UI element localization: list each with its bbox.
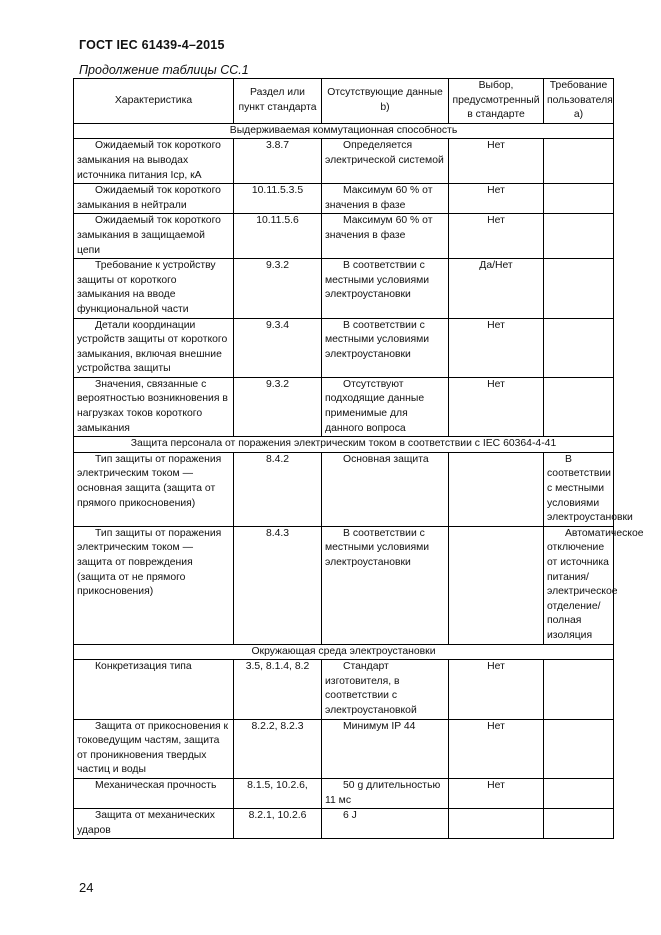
cell-section [234, 214, 322, 259]
cell-section [234, 318, 322, 377]
cell-text: Определяется электрической системой [325, 140, 444, 166]
cell-user-requirement [544, 214, 614, 259]
table-row [74, 259, 614, 318]
cell-characteristic [74, 452, 234, 526]
cell-missing-data [322, 719, 449, 778]
table-row [74, 139, 614, 184]
cell-section [234, 660, 322, 719]
cell-characteristic [74, 809, 234, 839]
cell-section [234, 139, 322, 184]
cell-text: Нет [487, 319, 505, 331]
cell-missing-data [322, 660, 449, 719]
cell-choice [449, 809, 544, 839]
cell-text: 9.3.2 [265, 260, 290, 272]
cell-choice [449, 377, 544, 436]
cell-text: 10.11.5.6 [256, 215, 299, 227]
cell-text: Ожидаемый ток короткого замыкания на выводах источника питания Icp, кА [77, 140, 221, 181]
cell-text: Нет [487, 378, 505, 390]
cell-missing-data [322, 139, 449, 184]
cell-choice [449, 719, 544, 778]
table-row [74, 526, 614, 644]
cell-characteristic [74, 214, 234, 259]
cell-section [234, 809, 322, 839]
header-missing-data: Отсутствующие данные b) [322, 79, 449, 124]
cell-choice [449, 452, 544, 526]
cell-text: Нет [487, 720, 505, 732]
cell-text: Механическая прочность [95, 779, 217, 791]
cell-user-requirement [544, 139, 614, 184]
cell-text: Тип защиты от поражения электрическим током — защита от повреждения (защита от не прямого прикосновения) [77, 527, 222, 598]
cell-text: 3.8.7 [265, 140, 290, 152]
cell-text: Требование к устройству защиты от короткого замыкания на вводе функциональной части [77, 260, 216, 315]
table-row [74, 778, 614, 808]
section-title: Защита персонала от поражения электрическим током в соответствии с IEC 60364-4-41 [74, 437, 614, 453]
table-row [74, 318, 614, 377]
requirements-table [73, 78, 644, 839]
cell-section [234, 452, 322, 526]
cell-text: Максимум 60 % от значения в фазе [325, 215, 433, 241]
cell-section [234, 259, 322, 318]
cell-text: Ожидаемый ток короткого замыкания в защищаемой цепи [77, 215, 221, 256]
cell-characteristic [74, 377, 234, 436]
cell-missing-data [322, 809, 449, 839]
cell-missing-data [322, 778, 449, 808]
header-user-requirement: Требование пользователя a) [544, 79, 614, 124]
cell-text: Нет [487, 661, 505, 673]
cell-section [234, 377, 322, 436]
header-choice: Выбор, предусмотренный в стандарте [449, 79, 544, 124]
cell-missing-data [322, 452, 449, 526]
cell-choice [449, 214, 544, 259]
cell-text: В соответствии с местными условиями электроустановки [325, 527, 430, 568]
cell-text: Минимум IP 44 [343, 720, 416, 732]
cell-text: Значения, связанные с вероятностью возникновения в нагрузках токов короткого замыкания [77, 378, 228, 434]
cell-text: Отсутствуют подходящие данные применимые для данного вопроса [325, 378, 425, 434]
table-row [74, 214, 614, 259]
table-row [74, 377, 614, 436]
cell-text: 3.5, 8.1.4, 8.2 [245, 661, 310, 673]
table-row [74, 809, 614, 839]
cell-text: Нет [487, 185, 505, 197]
cell-user-requirement [544, 719, 614, 778]
cell-text: Конкретизация типа [95, 661, 192, 673]
cell-choice [449, 139, 544, 184]
cell-missing-data [322, 184, 449, 214]
table-row [74, 719, 614, 778]
cell-text: Тип защиты от поражения электрическим током — основная защита (защита от прямого прикосновения) [77, 453, 222, 509]
section-row [74, 437, 614, 453]
table-row [74, 452, 614, 526]
cell-characteristic [74, 778, 234, 808]
cell-choice [449, 318, 544, 377]
cell-missing-data [322, 318, 449, 377]
cell-characteristic [74, 259, 234, 318]
cell-characteristic [74, 719, 234, 778]
cell-section [234, 778, 322, 808]
table-body [74, 123, 644, 839]
cell-characteristic [74, 660, 234, 719]
cell-section [234, 526, 322, 644]
cell-text: 8.2.2, 8.2.3 [251, 720, 304, 732]
cell-text: В соответствии с местными условиями электроустановки [547, 453, 633, 524]
cell-section [234, 719, 322, 778]
cell-text: Защита от прикосновения к токоведущим частям, защита от проникновения твердых частиц и воды [77, 720, 229, 776]
cell-text: 8.4.3 [265, 527, 290, 539]
cell-text: Детали координации устройств защиты от короткого замыкания, включая внешние устройства защиты [77, 319, 228, 375]
cell-user-requirement [544, 452, 633, 526]
cell-user-requirement [544, 184, 614, 214]
cell-text: Автоматическое отключение от источника питания/ электрическое отделение/ полная изоляция [547, 527, 644, 641]
cell-text: 6 J [343, 810, 357, 822]
table-row [74, 660, 614, 719]
cell-text: Нет [487, 215, 505, 227]
page-number: 24 [79, 880, 94, 895]
cell-missing-data [322, 214, 449, 259]
cell-missing-data [322, 377, 449, 436]
cell-user-requirement [544, 377, 614, 436]
cell-choice [449, 778, 544, 808]
cell-text: 8.2.1, 10.2.6 [248, 810, 307, 822]
cell-characteristic [74, 184, 234, 214]
document-id: ГОСТ IEC 61439-4–2015 [79, 38, 225, 52]
cell-user-requirement [544, 318, 614, 377]
cell-user-requirement [544, 809, 614, 839]
cell-text: Нет [487, 779, 505, 791]
cell-choice [449, 184, 544, 214]
table-header-row [74, 79, 614, 124]
cell-text: 9.3.2 [265, 378, 290, 390]
cell-choice [449, 526, 544, 644]
cell-text: Да/Нет [479, 260, 513, 272]
cell-text: Защита от механических ударов [77, 810, 215, 836]
cell-text: В соответствии с местными условиями электроустановки [325, 260, 430, 301]
cell-section [234, 184, 322, 214]
cell-text: 8.4.2 [265, 453, 290, 465]
cell-missing-data [322, 526, 449, 644]
cell-user-requirement [544, 660, 614, 719]
cell-characteristic [74, 526, 234, 644]
cell-missing-data [322, 259, 449, 318]
cell-choice [449, 660, 544, 719]
cell-text: В соответствии с местными условиями электроустановки [325, 319, 430, 360]
section-title: Выдерживаемая коммутационная способность [74, 123, 614, 139]
cell-user-requirement [544, 778, 614, 808]
cell-text: Максимум 60 % от значения в фазе [325, 185, 433, 211]
section-title: Окружающая среда электроустановки [74, 644, 614, 660]
cell-text: 8.1.5, 10.2.6, [247, 779, 308, 791]
cell-text: Основная защита [343, 453, 429, 465]
cell-choice [449, 259, 544, 318]
table-caption: Продолжение таблицы СС.1 [79, 63, 249, 77]
cell-user-requirement [544, 259, 614, 318]
header-characteristic: Характеристика [74, 79, 234, 124]
header-section: Раздел или пункт стандарта [234, 79, 322, 124]
cell-text: 10.11.5.3.5 [251, 185, 304, 197]
cell-characteristic [74, 318, 234, 377]
cell-text: Нет [487, 140, 505, 152]
cell-text: Ожидаемый ток короткого замыкания в нейтрали [77, 185, 221, 211]
cell-text: 9.3.4 [265, 319, 290, 331]
section-row [74, 123, 614, 139]
cell-text: Стандарт изготовителя, в соответствии с электроустановкой [325, 661, 417, 716]
cell-characteristic [74, 139, 234, 184]
cell-text: 50 g длительностью 11 мс [325, 779, 441, 806]
section-row [74, 644, 614, 660]
table-row [74, 184, 614, 214]
cell-user-requirement [544, 526, 644, 644]
